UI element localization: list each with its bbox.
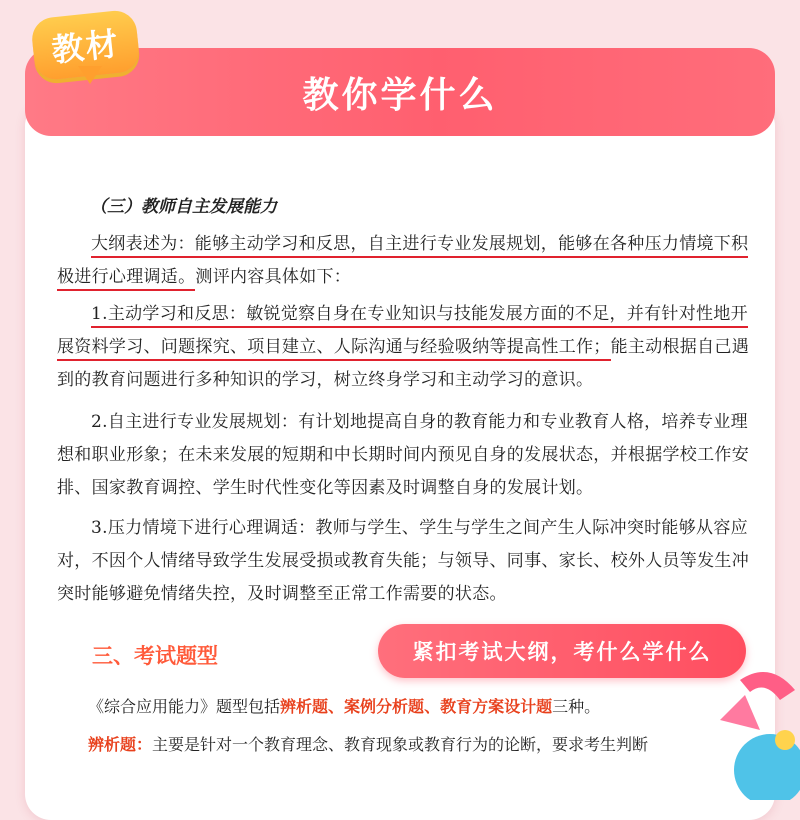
item-1-rest: 能主动根据自己遇到的教育问题进行多种知识的学习，树立终身学习和主动学习的意识。	[57, 337, 750, 390]
callout-pill	[378, 624, 746, 678]
badge-label: 教材	[49, 24, 122, 70]
section-heading: （三）教师自主发展能力	[90, 197, 277, 217]
decorative-3d-shapes	[700, 650, 800, 800]
types-sep-2: 、	[424, 697, 441, 716]
header-banner	[25, 48, 775, 136]
types-prefix: 《综合应用能力》题型包括	[88, 697, 281, 716]
item-1-underlined: 1.主动学习和反思：敏锐觉察自身在专业知识与技能发展方面的不足，并有针对性地开展资料学习、问题探究、项目建立、人际沟通与经验吸纳等提高性工作；	[57, 304, 748, 361]
pink-triangle-shape	[720, 695, 760, 730]
types-sep-1: 、	[328, 697, 345, 716]
type-bianxi: 辨析题	[280, 697, 329, 716]
yellow-dot-shape	[775, 730, 795, 750]
bianxi-line	[88, 732, 748, 755]
outline-paragraph	[57, 228, 757, 294]
badge-tail	[78, 66, 102, 84]
item-3-paragraph: 3.压力情境下进行心理调适：教师与学生、学生与学生之间产生人际冲突时能够从容应对，不因个人情绪导致学生发展受损或教育失能；与领导、同事、家长、校外人员等发生冲突时能够避免情绪失控，及时调整至正常工作需要的状态。	[57, 518, 749, 604]
item-1-paragraph	[57, 298, 757, 397]
pink-ribbon-shape	[740, 672, 795, 700]
type-plan-design: 教育方案设计题	[440, 697, 553, 716]
bianxi-text: 主要是针对一个教育理念、教育现象或教育行为的论断，要求考生判断	[152, 735, 649, 754]
callout-text: 紧扣考试大纲，考什么学什么	[412, 640, 712, 664]
exam-types-heading: 三、考试题型	[92, 644, 218, 668]
question-types-line	[88, 694, 600, 717]
type-case-analysis: 案例分析题	[344, 697, 425, 716]
outline-rest: 测评内容具体如下：	[195, 267, 352, 287]
item-2-paragraph: 2.自主进行专业发展规划：有计划地提高自身的教育能力和专业教育人格，培养专业理想和职业形象；在未来发展的短期和中长期时间内预见自身的发展状态，并根据学校工作安排、国家教育调控、学生时代性变化等因素及时调整自身的发展计划。	[57, 412, 749, 498]
types-suffix: 三种。	[552, 697, 601, 716]
header-title: 教你学什么	[302, 74, 498, 116]
bianxi-label: 辨析题：	[88, 735, 153, 754]
outline-underlined: 大纲表述为：能够主动学习和反思，自主进行专业发展规划，能够在各种压力情境下积极进行心理调适。	[57, 234, 748, 291]
